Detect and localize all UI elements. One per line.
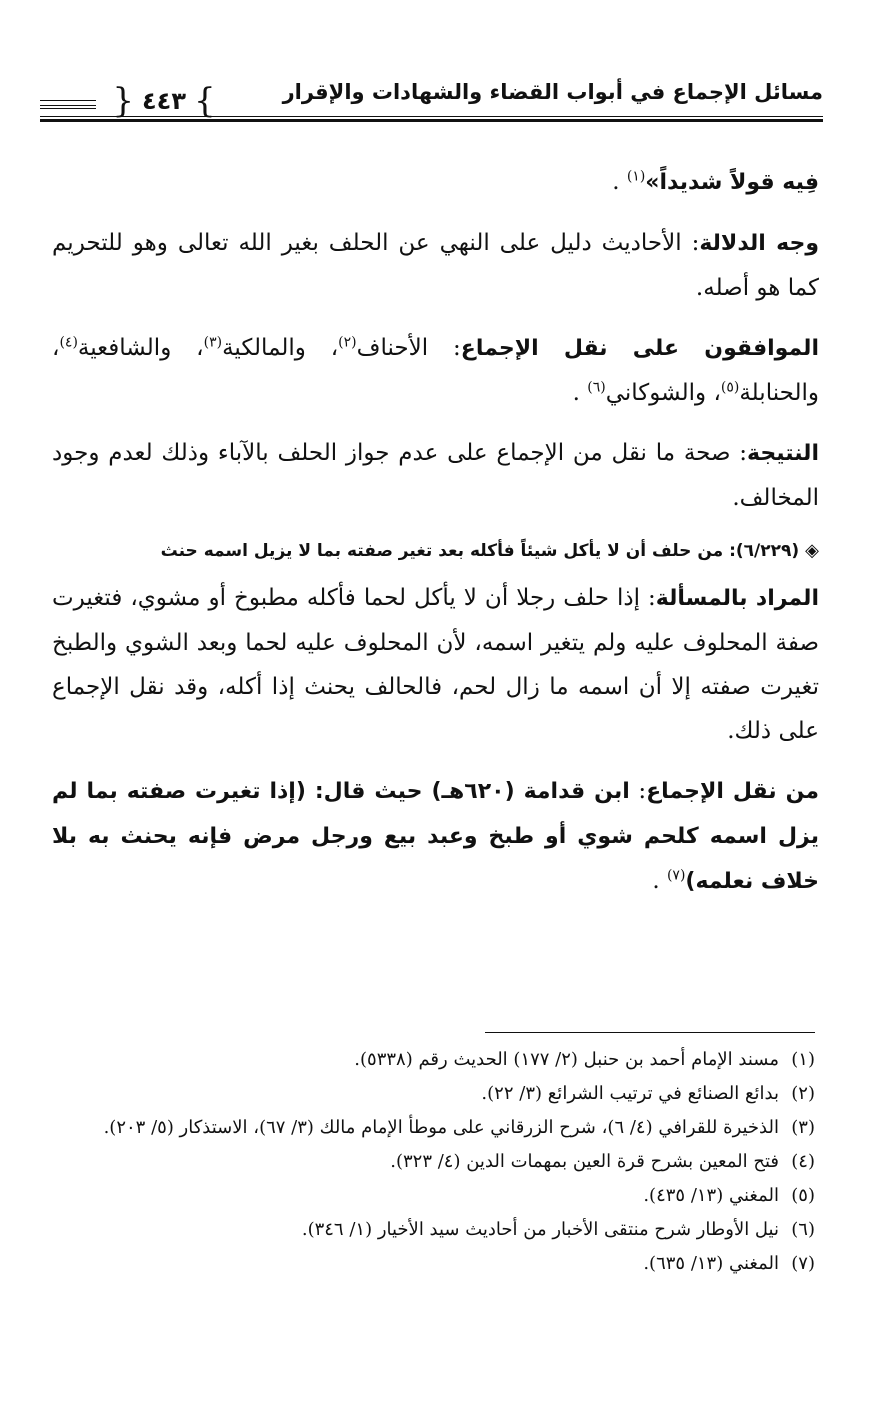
paragraph — [52, 769, 819, 904]
footnote-text: فتح المعين بشرح قرة العين بمهمات الدين (٤/ ٣٢٣). — [390, 1151, 779, 1172]
footnote-ref: (٣) — [203, 334, 223, 351]
footnote-ref: (٢) — [338, 334, 357, 351]
paragraph — [52, 221, 819, 310]
footnote-number: (٦) — [791, 1219, 815, 1240]
section-label: من نقل الإجماع — [646, 779, 820, 804]
punct: . — [572, 380, 588, 406]
footnote-text: المغني (١٣/ ٤٣٥). — [643, 1185, 779, 1206]
punct: . — [652, 868, 667, 894]
footnote — [60, 1146, 815, 1178]
ornament-rule-lower — [40, 108, 96, 109]
footnote — [60, 1044, 815, 1076]
footnote — [60, 1248, 815, 1280]
text: ، والحنابلة — [52, 335, 819, 406]
footnote — [60, 1180, 815, 1212]
issue-title: (٦/٢٢٩): من حلف أن لا يأكل شيئاً فأكله بعد تغير صفته بما لا يزيل اسمه حنث — [160, 541, 800, 561]
footnote — [60, 1112, 815, 1144]
paragraph-text: : صحة ما نقل من الإجماع على عدم جواز الحلف بالآباء وذلك لعدم وجود المخالف. — [52, 440, 819, 511]
paragraph-text: : إذا حلف رجلا أن لا يأكل لحما فأكله مطبوخ أو مشوي، فتغيرت صفة المحلوف عليه ولم يتغير اسمه، لأن المحلوف عليه لحما وبعد الشوي والطبخ تغيرت صفته إلا أن اسمه ما زال لحم، فالحالف يحنث إذا أكله، وقد نقل الإجماع على ذلك. — [52, 585, 819, 744]
text: ، والمالكية — [222, 335, 339, 361]
footnotes — [60, 1044, 815, 1282]
section-label: النتيجة — [747, 441, 819, 466]
section-label: الموافقون على نقل الإجماع — [460, 336, 819, 361]
footnote-text: نيل الأوطار شرح منتقى الأخبار من أحاديث سيد الأخيار (١/ ٣٤٦). — [301, 1219, 779, 1240]
footnote-number: (١) — [791, 1049, 815, 1070]
paragraph — [52, 326, 819, 415]
text: : — [629, 778, 647, 804]
page-number-ornament — [98, 81, 230, 121]
footnote-ref: (٤) — [59, 334, 78, 351]
issue-heading — [52, 536, 819, 566]
citation-text: ابن قدامة (٦٢٠هـ) حيث قال: (إذا تغيرت صفته بما لم يزل اسمه كلحم شوي أو طبخ وعبد بيع ورجل مرض فإنه يحنث به بلا خلاف نعلمه) — [52, 779, 819, 894]
page-header — [40, 78, 823, 128]
quote-end: فِيه قولاً شديداً» — [645, 170, 819, 195]
ornament-rule — [40, 100, 96, 106]
paragraph — [52, 160, 819, 205]
footnote-text: بدائع الصنائع في ترتيب الشرائع (٣/ ٢٢). — [481, 1083, 779, 1104]
footnote-text: مسند الإمام أحمد بن حنبل (٢/ ١٧٧) الحديث رقم (٥٣٣٨). — [354, 1049, 779, 1070]
section-label: وجه الدلالة — [699, 231, 819, 256]
page-number: ٤٤٣ — [142, 87, 186, 115]
ornament-bracket-icon: { — [112, 81, 135, 121]
footnote-text: الذخيرة للقرافي (٤/ ٦)، شرح الزرقاني على موطأ الإمام مالك (٣/ ٦٧)، الاستذكار (٥/ ٢٠٣). — [103, 1117, 779, 1138]
footnote-ref: (٥) — [720, 379, 740, 396]
punct: . — [612, 169, 627, 195]
main-text — [52, 160, 819, 920]
section-label: المراد بالمسألة — [655, 586, 819, 611]
running-title: مسائل الإجماع في أبواب القضاء والشهادات والإقرار — [282, 80, 823, 104]
footnote-number: (٤) — [791, 1151, 815, 1172]
footnote-number: (٥) — [791, 1185, 815, 1206]
text: ، والشافعية — [77, 335, 204, 361]
paragraph — [52, 431, 819, 520]
paragraph-text: : الأحاديث دليل على النهي عن الحلف بغير الله تعالى وهو للتحريم كما هو أصله. — [52, 230, 819, 301]
diamond-icon: ◈ — [805, 540, 819, 561]
text: ، والشوكاني — [605, 380, 721, 406]
footnote-ref: (١) — [626, 168, 646, 185]
footnote-number: (٢) — [791, 1083, 815, 1104]
footnote-number: (٧) — [791, 1253, 815, 1274]
footnote-text: المغني (١٣/ ٦٣٥). — [643, 1253, 779, 1274]
footnote — [60, 1214, 815, 1246]
paragraph — [52, 576, 819, 753]
footnote-separator — [485, 1032, 815, 1033]
footnote — [60, 1078, 815, 1110]
footnote-ref: (٧) — [666, 867, 686, 884]
text: : الأحناف — [356, 335, 461, 361]
footnote-number: (٣) — [791, 1117, 815, 1138]
footnote-ref: (٦) — [587, 379, 606, 396]
ornament-bracket-icon: } — [193, 81, 216, 121]
